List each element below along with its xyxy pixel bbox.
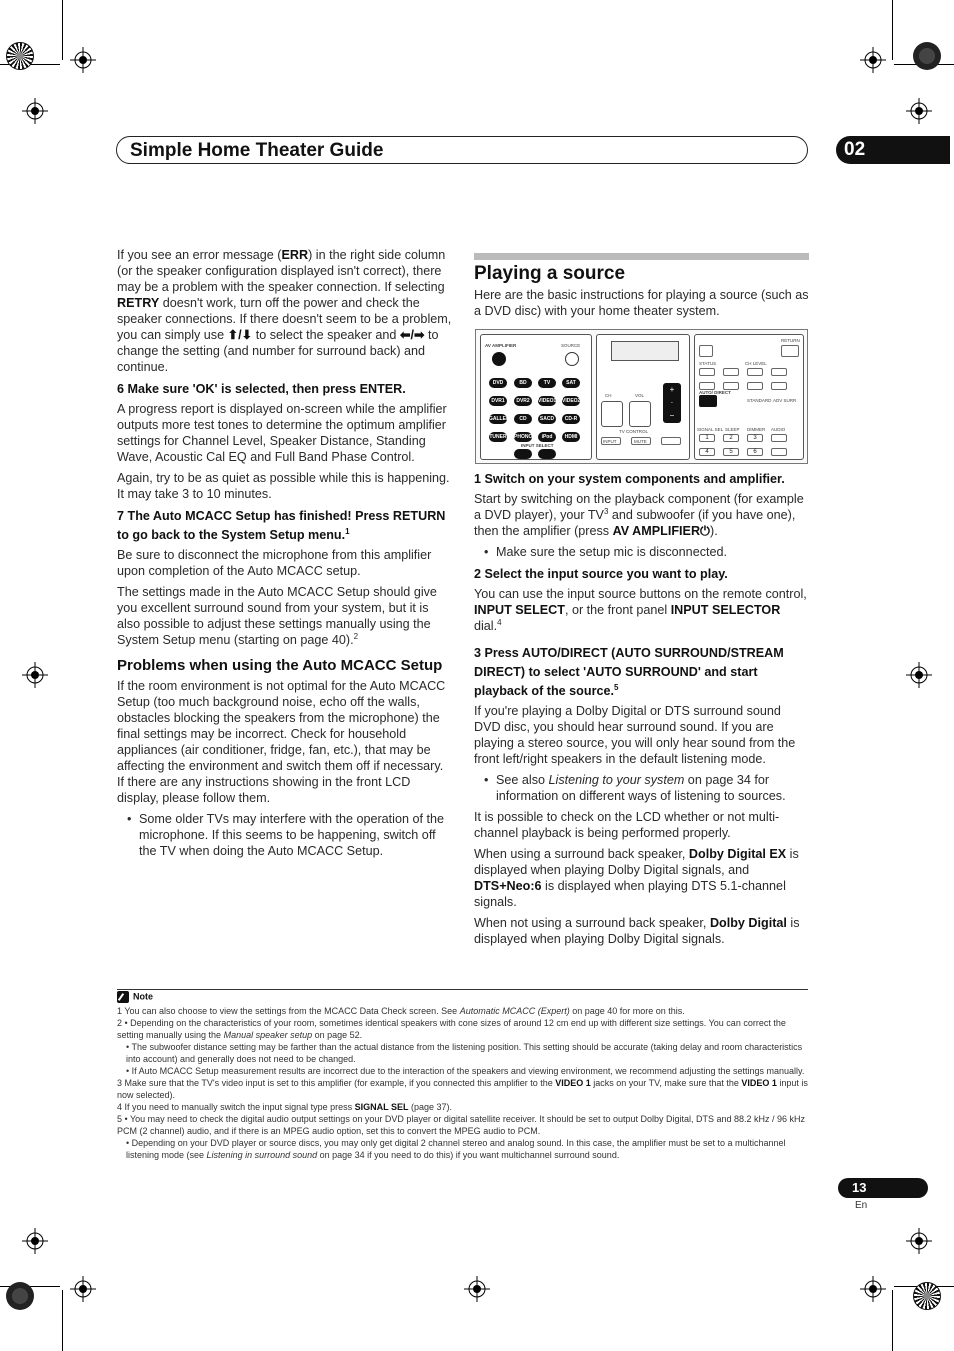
play-button bbox=[723, 368, 739, 376]
adv-surr-label: ADV SURR bbox=[773, 398, 797, 403]
right-steps bbox=[474, 466, 809, 952]
cross-reference: Listening in surround sound bbox=[206, 1150, 318, 1160]
remote-button-tuner: TUNER bbox=[489, 434, 507, 440]
stop-button bbox=[723, 382, 739, 390]
text: If you see an error message ( bbox=[117, 248, 282, 262]
problems-heading: Problems when using the Auto MCACC Setup bbox=[117, 657, 443, 674]
number-button-1: 1 bbox=[699, 434, 715, 442]
text: 1 You can also choose to view the settings from the MCACC Data Check screen. See bbox=[117, 1006, 460, 1016]
tv-mute-label: MUTE bbox=[634, 439, 647, 444]
remote-button-cd: CD bbox=[514, 414, 532, 424]
step-3-paragraph-4 bbox=[474, 915, 809, 947]
retry-label: RETRY bbox=[117, 296, 160, 310]
footnote-ref: 4 bbox=[497, 617, 502, 627]
remote-button-dvr2: DVR2 bbox=[514, 396, 532, 406]
registration-mark-icon bbox=[860, 1276, 886, 1302]
registration-mark-icon bbox=[906, 662, 932, 688]
problems-paragraph: If the room environment is not optimal for the Auto MCACC Setup (too much background noise, echo off the walls, obstacles blocking the speakers from the microphone) the final settings may be incorrect. Check for household appliances (air conditioner, fridge, fan, etc.), that may be affecting the environment and switch them off if necessary. If there are any instructions showing in the front LCD display, please follow them. bbox=[117, 679, 446, 805]
text: , or the front panel bbox=[564, 603, 671, 617]
section-rule bbox=[474, 253, 809, 260]
remote-panel-modes bbox=[694, 334, 804, 460]
remote-button-cdr: CD-R bbox=[562, 414, 580, 424]
page-number: 13 bbox=[838, 1178, 928, 1198]
section-title: Playing a source bbox=[474, 263, 626, 284]
input-select-left-button bbox=[514, 449, 532, 459]
text: 3 Make sure that the TV's video input is set to this amplifier (for example, if you connected this amplifier to the bbox=[117, 1078, 556, 1088]
dimmer-label: DIMMER bbox=[747, 427, 766, 432]
ch-rocker bbox=[601, 401, 623, 427]
step-7-paragraph-2 bbox=[117, 584, 453, 648]
video1-label: VIDEO 1 bbox=[741, 1078, 777, 1088]
number-button-2: 2 bbox=[723, 434, 739, 442]
number-button-4: 4 bbox=[699, 448, 715, 456]
text: on page 40 for more on this. bbox=[569, 1006, 685, 1016]
remote-button-bd: BD bbox=[514, 378, 532, 388]
text: doesn't work, turn off the power and check the speaker connections. If there doesn't seem to be a problem, you can simply use bbox=[117, 296, 452, 342]
text: ). bbox=[710, 524, 718, 538]
audio-label: AUDIO bbox=[771, 427, 786, 432]
disp-button bbox=[771, 448, 787, 456]
footnotes bbox=[117, 1005, 809, 1161]
ch-level-label: CH LEVEL bbox=[745, 361, 767, 366]
source-power-icon bbox=[565, 352, 579, 366]
note-rule bbox=[117, 989, 808, 990]
note-label: Note bbox=[133, 991, 153, 1002]
footnote-ref: 1 bbox=[345, 526, 350, 536]
text: (page 37). bbox=[408, 1102, 453, 1112]
text: is displayed when playing Dolby Digital signals, and bbox=[474, 847, 799, 877]
text: You can use the input source buttons on the remote control, bbox=[474, 587, 807, 601]
text: jacks on your TV, make sure that the bbox=[590, 1078, 742, 1088]
footnote-1 bbox=[117, 1005, 809, 1017]
next-button bbox=[771, 382, 787, 390]
standard-label: STANDARD bbox=[747, 398, 772, 403]
sleep-label: SLEEP bbox=[725, 427, 740, 432]
remote-button-dvr1: DVR1 bbox=[489, 396, 507, 406]
signal-sel-label: SIGNAL SEL bbox=[354, 1102, 409, 1112]
step-3-paragraph-2: It is possible to check on the LCD whether or not multi-channel playback is being performed properly. bbox=[474, 810, 780, 840]
text: is displayed when playing Dolby Digital signals. bbox=[474, 916, 800, 946]
step-3-paragraph-3 bbox=[474, 846, 809, 910]
text: When using a surround back speaker, bbox=[474, 847, 689, 861]
registration-mark-icon bbox=[906, 1228, 932, 1254]
remote-button-video2: VIDEO2 bbox=[562, 398, 581, 404]
remote-button-ipod: iPod bbox=[538, 432, 556, 442]
text: ) in the right side column (or the speaker configuration displayed isn't correct), there may be a problem with the speaker connection. If selecting bbox=[117, 248, 446, 294]
step-6-paragraph-2: Again, try to be as quiet as possible while this is happening. It may take 3 to 10 minutes. bbox=[117, 471, 450, 501]
remote-button-sat: SAT bbox=[562, 378, 580, 388]
language-code: En bbox=[855, 1200, 868, 1211]
step-3-heading bbox=[474, 644, 809, 701]
footnote-5: 5 • You may need to check the digital audio output settings on your DVD player or digital satellite receiver. It should be set to output Dolby Digital, DTS and 88.2 kHz / 96 kHz PCM (2 channel) audio, and if there is an MPEG audio option, set this to convert the MPEG audio to PCM. bbox=[117, 1114, 806, 1136]
vol-label: VOL bbox=[635, 393, 645, 398]
page-title: Simple Home Theater Guide bbox=[130, 140, 384, 161]
input-select-right-button bbox=[538, 449, 556, 459]
dolby-digital-ex-label: Dolby Digital EX bbox=[688, 847, 787, 861]
step-1-bullet: • Make sure the setup mic is disconnected. bbox=[474, 544, 809, 560]
color-rosette-bottom-right bbox=[913, 1282, 941, 1310]
text: Start by switching on the playback component (for example a DVD player), your TV bbox=[474, 492, 804, 522]
step-7-paragraph-1: Be sure to disconnect the microphone from this amplifier upon completion of the Auto MCACC setup. bbox=[117, 548, 432, 578]
remote-button-gallery: GALLERY bbox=[489, 416, 513, 422]
step-2-paragraph bbox=[474, 586, 809, 634]
remote-button-hdmi: HDMI bbox=[562, 432, 580, 442]
right-intro bbox=[474, 287, 809, 324]
text: dial. bbox=[474, 619, 498, 633]
footnote-2c: • If Auto MCACC Setup measurement results are incorrect due to the interaction of the speakers and viewing environment, we recommend adjusting the settings manually. bbox=[126, 1066, 805, 1076]
remote-control-figure bbox=[475, 329, 808, 464]
source-label: SOURCE bbox=[561, 343, 581, 348]
text: on page 52. bbox=[312, 1030, 363, 1040]
remote-button-tv: TV bbox=[538, 378, 556, 388]
problems-bullet: • Some older TVs may interfere with the operation of the microphone. If this seems to be happening, switch off the TV when doing the Auto MCACC Setup. bbox=[117, 811, 453, 859]
registration-mark-icon bbox=[464, 1276, 490, 1302]
registration-mark-icon bbox=[906, 98, 932, 124]
text: 4 If you need to manually switch the input signal type press bbox=[117, 1102, 355, 1112]
input-select-label: INPUT SELECT bbox=[474, 603, 565, 617]
amp-volume-rocker: + · − bbox=[663, 383, 681, 423]
text: on page 34 for information on different ways of listening to sources. bbox=[496, 773, 786, 803]
text: 2 • Depending on the characteristics of your room, sometimes identical speakers with cone sizes of around 12 cm end up with different size settings. You can correct the setting manually using the bbox=[117, 1018, 786, 1040]
remote-button-sacd: SACD bbox=[539, 416, 555, 422]
registration-mark-icon bbox=[22, 662, 48, 688]
text: The settings made in the Auto MCACC Setup should give you excellent surround sound from your system, but it is also possible to adjust these settings manually using the System Setup menu (starting on page 40). bbox=[117, 585, 437, 647]
rewind-button bbox=[699, 368, 715, 376]
status-label: STATUS bbox=[699, 361, 717, 366]
up-down-arrow-icon: ⬆/⬇ bbox=[227, 328, 253, 342]
text: and subwoofer (if you have one), then the amplifier (press bbox=[474, 508, 796, 538]
dolby-digital-label: Dolby Digital bbox=[709, 916, 787, 930]
footnote-ref: 3 bbox=[603, 506, 609, 516]
footnote-2b: • The subwoofer distance setting may be farther than the actual distance from the listening position. This setting should be accurate (taking delay and room characteristics into account) and generally does not need to be changed. bbox=[126, 1042, 803, 1064]
tv-control-label: TV CONTROL bbox=[619, 429, 649, 434]
return-button bbox=[781, 345, 799, 357]
amp-mute-button bbox=[661, 437, 681, 445]
av-amplifier-label: AV AMPLIFIER bbox=[485, 343, 517, 348]
step-7-title: 7 The Auto MCACC Setup has finished! Press RETURN to go back to the System Setup menu. bbox=[117, 509, 446, 542]
color-rosette-top-right bbox=[913, 42, 941, 70]
text: See also bbox=[496, 773, 549, 787]
footnote-ref: 5 bbox=[613, 682, 619, 692]
footnote-4 bbox=[117, 1101, 809, 1113]
step-1-paragraph bbox=[474, 491, 809, 539]
text: to select the speaker and bbox=[252, 328, 400, 342]
auto-direct-label: AUTO/ DIRECT bbox=[699, 390, 731, 395]
cross-reference: Automatic MCACC (Expert) bbox=[459, 1006, 570, 1016]
remote-button-phono: PHONO bbox=[514, 434, 533, 440]
number-button-6: 6 bbox=[747, 448, 763, 456]
registration-mark-icon bbox=[70, 47, 96, 73]
text: to change the setting (and number for surround back) and continue. bbox=[117, 328, 439, 374]
input-select-label: INPUT SELECT bbox=[521, 443, 554, 448]
color-rosette-top-left bbox=[6, 42, 34, 70]
forward-button bbox=[747, 368, 763, 376]
step-2-heading: 2 Select the input source you want to play. bbox=[474, 567, 728, 581]
step-6-heading: 6 Make sure 'OK' is selected, then press ENTER. bbox=[117, 382, 406, 396]
note-heading bbox=[117, 991, 153, 1003]
skip-button bbox=[771, 368, 787, 376]
remote-panel-sources bbox=[480, 334, 592, 460]
step-3-title: 3 Press AUTO/DIRECT (AUTO SURROUND/STREAM DIRECT) to select 'AUTO SURROUND' and start playback of the source. bbox=[474, 646, 784, 698]
note-pencil-icon bbox=[117, 991, 129, 1003]
signal-sel-label: SIGNAL SEL bbox=[697, 427, 724, 432]
text: • Depending on your DVD player or source discs, you may only get digital 2 channel stereo and analog sound. In this case, the amplifier must be set to a multichannel listening mode (see bbox=[126, 1138, 786, 1160]
text: When not using a surround back speaker, bbox=[474, 916, 710, 930]
step-3-paragraph-1: If you're playing a Dolby Digital or DTS surround sound DVD disc, you should hear surround sound. If you are playing a stereo source, you will only hear sound from the front left/right speakers in the default listening mode. bbox=[474, 704, 796, 766]
header-bar bbox=[116, 136, 808, 164]
remote-panel-tv-control bbox=[596, 334, 690, 460]
auto-direct-button bbox=[699, 395, 717, 407]
registration-mark-icon bbox=[22, 98, 48, 124]
step-1-heading: 1 Switch on your system components and amplifier. bbox=[474, 472, 785, 486]
intro-paragraph bbox=[117, 247, 453, 375]
left-right-arrow-icon: ⬅/➡ bbox=[399, 328, 425, 342]
audio-button bbox=[771, 434, 787, 442]
av-amplifier-power-icon bbox=[492, 352, 506, 366]
setup-button bbox=[699, 345, 713, 357]
return-label: RETURN bbox=[781, 338, 800, 343]
tv-input-label: INPUT bbox=[603, 439, 617, 444]
step-6-paragraph-1: A progress report is displayed on-screen while the amplifier outputs more test tones to determine the optimum amplifier settings for Channel Level, Speaker Distance, Standing Wave, Acoustic Cal EQ and Full Band Phase Control. bbox=[117, 402, 447, 464]
remote-button-dvd: DVD bbox=[489, 378, 507, 388]
color-rosette-bottom-left bbox=[6, 1282, 34, 1310]
footnote-5b bbox=[117, 1137, 809, 1161]
text: input is now selected). bbox=[117, 1078, 808, 1100]
step-3-bullet bbox=[474, 772, 809, 804]
pause-button bbox=[747, 382, 763, 390]
intro-paragraph: Here are the basic instructions for playing a source (such as a DVD disc) with your home theater system. bbox=[474, 288, 809, 318]
input-selector-label: INPUT SELECTOR bbox=[670, 603, 781, 617]
ch-label: CH bbox=[605, 393, 612, 398]
footnote-ref: 2 bbox=[353, 631, 359, 641]
remote-button-video1: VIDEO1 bbox=[538, 398, 557, 404]
cross-reference: Manual speaker setup bbox=[223, 1030, 313, 1040]
text: is displayed when playing DTS 5.1-channel signals. bbox=[474, 879, 786, 909]
dts-neo6-label: DTS+Neo:6 bbox=[474, 879, 542, 893]
step-7-heading bbox=[117, 507, 453, 545]
text: on page 34 if you need to do this) if you want multichannel surround sound. bbox=[317, 1150, 620, 1160]
registration-mark-icon bbox=[860, 47, 886, 73]
registration-mark-icon bbox=[22, 1228, 48, 1254]
video1-label: VIDEO 1 bbox=[555, 1078, 591, 1088]
left-column bbox=[117, 247, 453, 864]
skip-back-button bbox=[699, 382, 715, 390]
footnote-2 bbox=[117, 1017, 809, 1041]
cross-reference: Listening to your system bbox=[548, 773, 685, 787]
tv-vol-rocker bbox=[629, 401, 651, 427]
remote-lcd-display bbox=[611, 341, 679, 361]
number-button-3: 3 bbox=[747, 434, 763, 442]
av-amplifier-label: AV AMPLIFIER⏻ bbox=[612, 524, 711, 538]
registration-mark-icon bbox=[70, 1276, 96, 1302]
chapter-tab: 02 bbox=[836, 136, 950, 164]
footnote-3 bbox=[117, 1077, 809, 1101]
number-button-5: 5 bbox=[723, 448, 739, 456]
err-label: ERR bbox=[281, 248, 309, 262]
